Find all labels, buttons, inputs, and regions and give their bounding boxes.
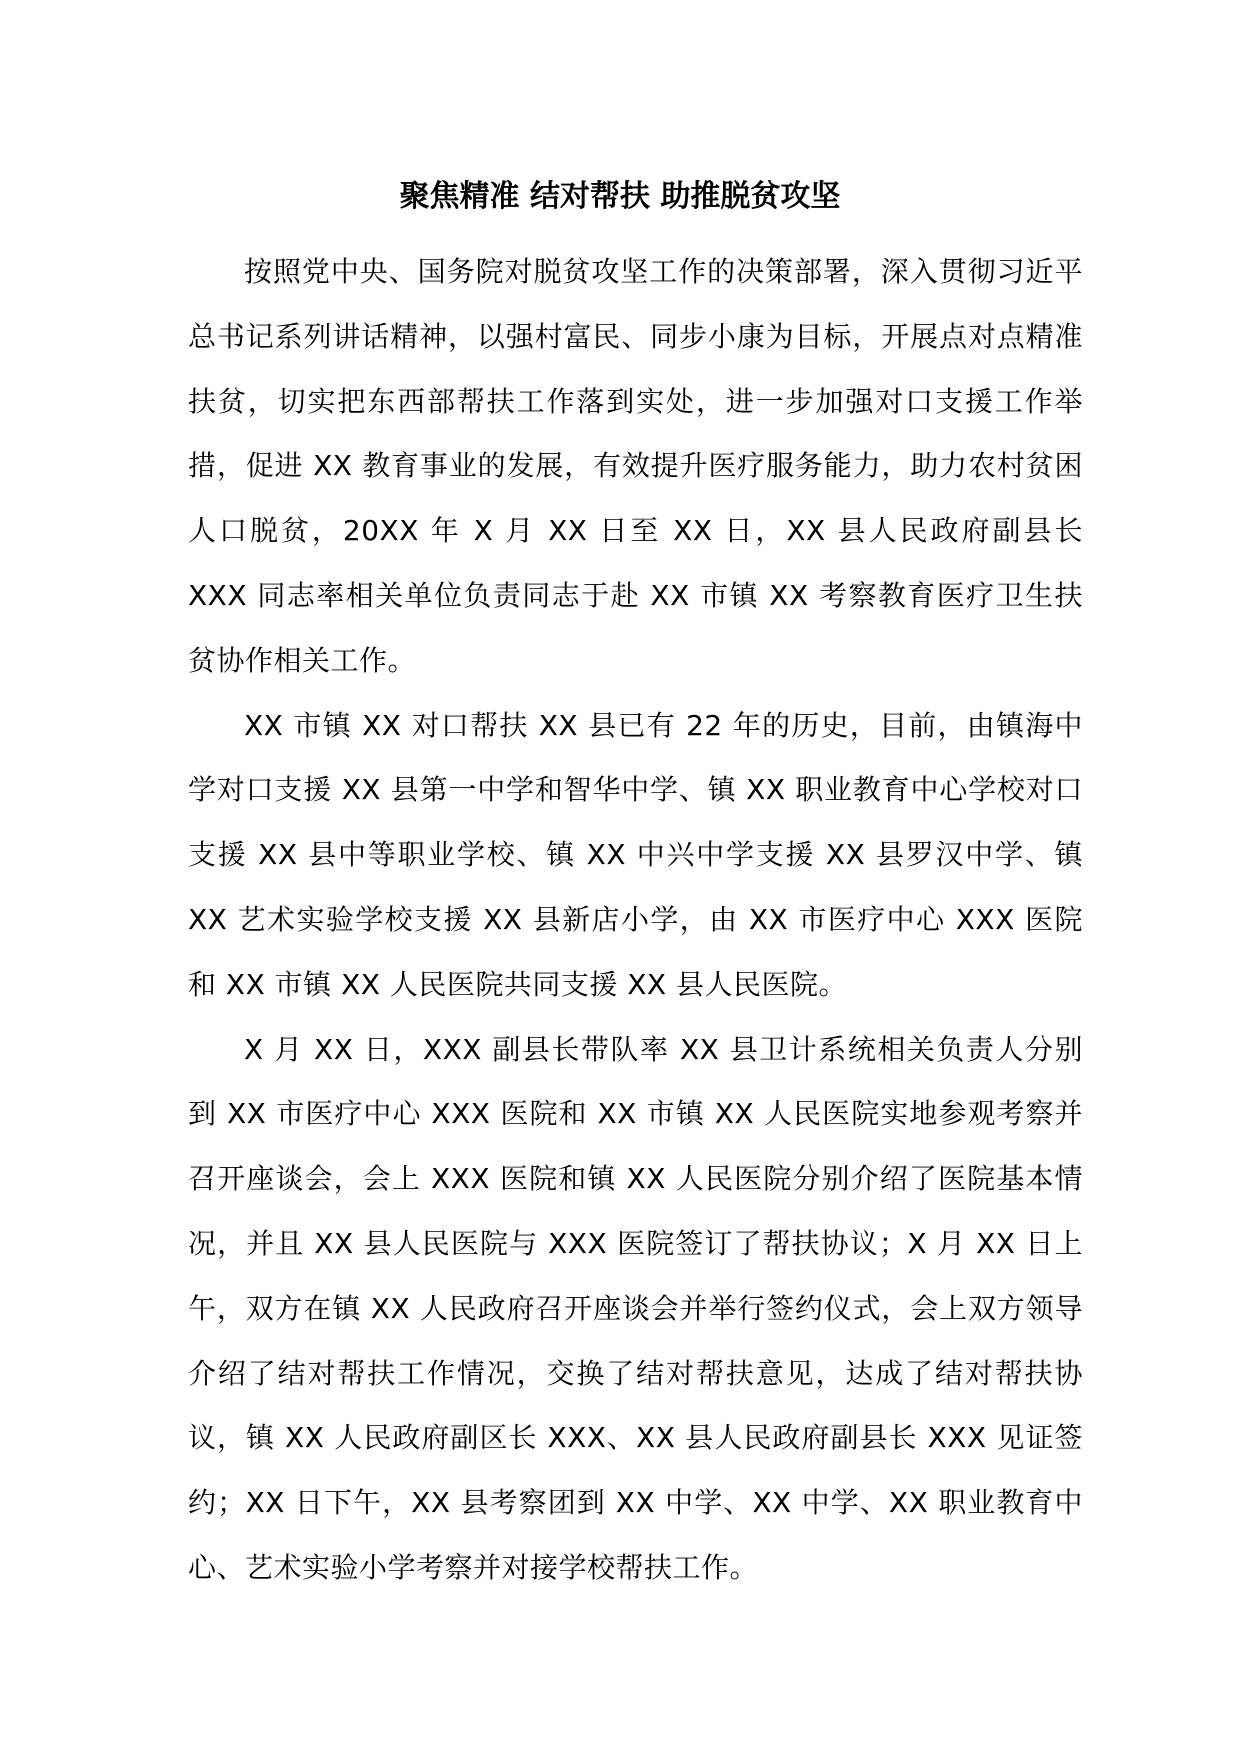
paragraph-1: 按照党中央、国务院对脱贫攻坚工作的决策部署，深入贯彻习近平总书记系列讲话精神，以强村富民、同步小康为目标，开展点对点精准扶贫，切实把东西部帮扶工作落到实处，进一步加强对口支援工作举措，促进 XX 教育事业的发展，有效提升医疗服务能力，助力农村贫困人口脱贫，20XX 年 X 月 XX 日至 XX 日，XX 县人民政府副县长 XXX 同志率相关单位负责同志于赴 XX 市镇 XX 考察教育医疗卫生扶贫协作相关工作。 xyxy=(188,255,1083,677)
paragraph-3: X 月 XX 日，XXX 副县长带队率 XX 县卫计系统相关负责人分别到 XX 市医疗中心 XXX 医院和 XX 市镇 XX 人民医院实地参观考察并召开座谈会，会上 XXX 医院和镇 XX 人民医院分别介绍了医院基本情况，并且 XX 县人民医院与 XXX 医院签订了帮扶协议；X 月 XX 日上午，双方在镇 XX 人民政府召开座谈会并举行签约仪式，会上双方领导介绍了结对帮扶工作情况，交换了结对帮扶意见，达成了结对帮扶协议，镇 XX 人民政府副区长 XXX、XX 县人民政府副县长 XXX 见证签约；XX 日下午，XX 县考察团到 XX 中学、XX 中学、XX 职业教育中心、艺术实验小学考察并对接学校帮扶工作。 xyxy=(188,1032,1083,1584)
document-title: 聚焦精准 结对帮扶 助推脱贫攻坚 xyxy=(399,179,841,214)
paragraph-2: XX 市镇 XX 对口帮扶 XX 县已有 22 年的历史，目前，由镇海中学对口支援 XX 县第一中学和智华中学、镇 XX 职业教育中心学校对口支援 XX 县中等职业学校、镇 XX 中兴中学支援 XX 县罗汉中学、镇 XX 艺术实验学校支援 XX 县新店小学，由 XX 市医疗中心 XXX 医院和 XX 市镇 XX 人民医院共同支援 XX 县人民医院。 xyxy=(188,708,1083,1001)
document-body xyxy=(188,240,1083,1601)
